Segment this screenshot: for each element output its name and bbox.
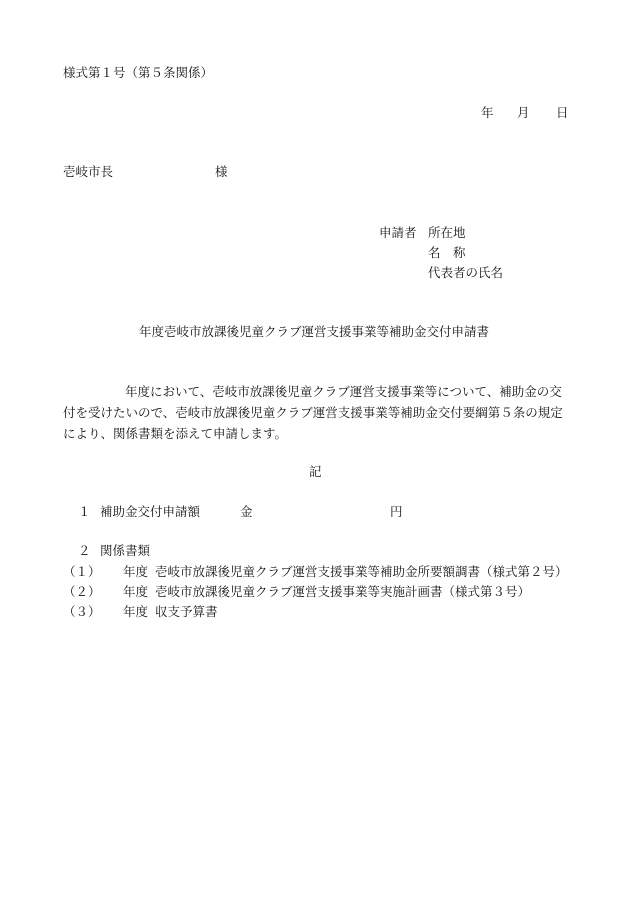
applicant-representative-label: 代表者の氏名 <box>428 265 504 280</box>
document-year: 年度 <box>123 604 149 619</box>
body-line: 年度において、壱岐市放課後児童クラブ運営支援事業等について、補助金の交 <box>125 384 562 399</box>
addressee-honorific: 様 <box>215 164 228 179</box>
document-name: 壱岐市放課後児童クラブ運営支援事業等実施計画書（様式第３号） <box>155 584 531 599</box>
form-number: 様式第１号（第５条関係） <box>63 65 214 80</box>
ki-heading: 記 <box>309 464 322 479</box>
item-1-unit: 円 <box>390 504 403 519</box>
document-name: 壱岐市放課後児童クラブ運営支援事業等補助金所要額調書（様式第２号） <box>155 564 568 579</box>
item-1-currency: 金 <box>240 504 253 519</box>
applicant-address-label: 所在地 <box>428 225 466 240</box>
date-month-label: 月 <box>517 105 530 120</box>
item-1-label: 補助金交付申請額 <box>100 504 201 519</box>
applicant-label: 申請者 <box>379 225 417 240</box>
applicant-name-label: 名 称 <box>428 245 466 260</box>
body-line: により、関係書類を添えて申請します。 <box>63 426 288 441</box>
date-year-label: 年 <box>481 105 494 120</box>
document-name: 収支予算書 <box>155 604 218 619</box>
item-2-number: ２ <box>78 543 91 558</box>
item-2-label: 関係書類 <box>100 543 151 558</box>
application-body <box>63 381 573 444</box>
date-day-label: 日 <box>556 105 569 120</box>
item-1-number: １ <box>78 504 91 519</box>
body-line: 付を受けたいので、壱岐市放課後児童クラブ運営支援事業等補助金交付要綱第５条の規定 <box>63 405 563 420</box>
document-title: 年度壱岐市放課後児童クラブ運営支援事業等補助金交付申請書 <box>139 324 490 339</box>
addressee-name: 壱岐市長 <box>63 164 114 179</box>
document-number: （３） <box>63 604 101 619</box>
document-year: 年度 <box>123 584 149 599</box>
document-number: （１） <box>63 564 101 579</box>
document-year: 年度 <box>123 564 149 579</box>
document-number: （２） <box>63 584 101 599</box>
